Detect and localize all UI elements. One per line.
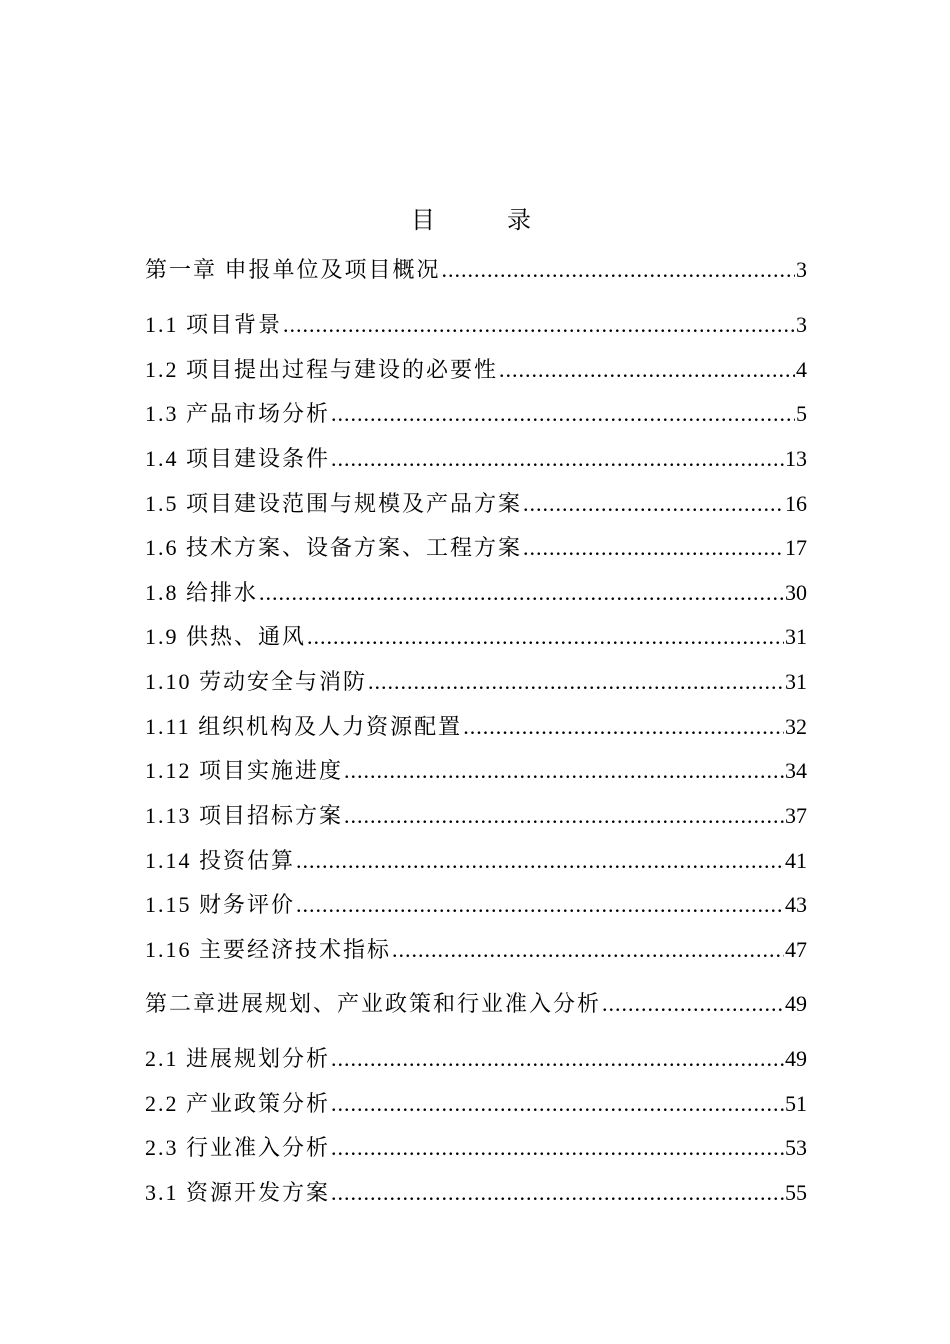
toc-dot-leader	[331, 1089, 784, 1119]
toc-entry[interactable]	[145, 578, 807, 608]
toc-page-number: 43	[785, 892, 807, 917]
toc-entry[interactable]	[145, 1178, 807, 1208]
toc-entry-label: 1.2 项目提出过程与建设的必要性	[145, 357, 499, 382]
toc-entry-label: 1.16 主要经济技术指标	[145, 937, 392, 962]
toc-entry-label: 1.15 财务评价	[145, 892, 296, 917]
toc-entry-label: 第一章 申报单位及项目概况	[145, 257, 441, 282]
toc-page-number: 31	[785, 624, 807, 649]
toc-entry[interactable]	[145, 667, 807, 697]
toc-entry-label: 1.10 劳动安全与消防	[145, 669, 368, 694]
toc-entry-label: 第二章进展规划、产业政策和行业准入分析	[145, 991, 602, 1016]
toc-page-number: 3	[796, 257, 807, 282]
toc-page-number: 37	[785, 803, 807, 828]
toc-dot-leader	[331, 1044, 784, 1074]
toc-dot-leader	[331, 1133, 784, 1163]
toc-page-number: 51	[785, 1091, 807, 1116]
toc-entry-label: 1.14 投资估算	[145, 848, 296, 873]
toc-entry[interactable]	[145, 622, 807, 652]
toc-entry-label: 1.9 供热、通风	[145, 624, 307, 649]
toc-entry[interactable]	[145, 355, 807, 385]
toc-entry-label: 1.1 项目背景	[145, 312, 283, 337]
toc-page-number: 5	[796, 401, 807, 426]
toc-page-number: 47	[785, 937, 807, 962]
toc-entry-label: 2.1 进展规划分析	[145, 1046, 331, 1071]
toc-entry[interactable]	[145, 1133, 807, 1163]
toc-dot-leader	[296, 890, 784, 920]
toc-page-number: 17	[785, 535, 807, 560]
toc-dot-leader	[442, 255, 795, 285]
toc-page-number: 49	[785, 991, 807, 1016]
toc-page-number: 49	[785, 1046, 807, 1071]
toc-entry[interactable]	[145, 1089, 807, 1119]
toc-entry[interactable]	[145, 1044, 807, 1074]
toc-page-number: 4	[796, 357, 807, 382]
toc-entry[interactable]	[145, 846, 807, 876]
toc-dot-leader	[296, 846, 784, 876]
toc-page-number: 31	[785, 669, 807, 694]
toc-entry-label: 2.3 行业准入分析	[145, 1135, 331, 1160]
toc-page-number: 13	[785, 446, 807, 471]
toc-page-number: 53	[785, 1135, 807, 1160]
toc-title: 目 录	[411, 208, 555, 234]
toc-dot-leader	[463, 712, 784, 742]
toc-entry[interactable]	[145, 489, 807, 519]
toc-page-number: 16	[785, 491, 807, 516]
toc-page-number: 55	[785, 1180, 807, 1205]
toc-entry-label: 3.1 资源开发方案	[145, 1180, 331, 1205]
toc-dot-leader	[392, 935, 784, 965]
toc-page-number: 3	[796, 312, 807, 337]
toc-dot-leader	[344, 756, 784, 786]
toc-entry[interactable]	[145, 255, 807, 285]
toc-dot-leader	[523, 489, 784, 519]
toc-entry[interactable]	[145, 756, 807, 786]
toc-dot-leader	[307, 622, 784, 652]
toc-entry-label: 2.2 产业政策分析	[145, 1091, 331, 1116]
toc-dot-leader	[523, 533, 784, 563]
toc-entry[interactable]	[145, 533, 807, 563]
toc-entry[interactable]	[145, 444, 807, 474]
toc-dot-leader	[602, 989, 784, 1019]
toc-page-number: 41	[785, 848, 807, 873]
toc-dot-leader	[331, 399, 795, 429]
toc-page-number: 34	[785, 758, 807, 783]
toc-entry[interactable]	[145, 399, 807, 429]
toc-entry-label: 1.12 项目实施进度	[145, 758, 344, 783]
toc-entry[interactable]	[145, 712, 807, 742]
toc-dot-leader	[368, 667, 784, 697]
toc-entry[interactable]	[145, 935, 807, 965]
toc-entry-label: 1.6 技术方案、设备方案、工程方案	[145, 535, 523, 560]
toc-entry[interactable]	[145, 890, 807, 920]
toc-entry-label: 1.8 给排水	[145, 580, 259, 605]
toc-entry[interactable]	[145, 310, 807, 340]
toc-dot-leader	[259, 578, 784, 608]
toc-entry-label: 1.11 组织机构及人力资源配置	[145, 714, 463, 739]
toc-dot-leader	[331, 1178, 784, 1208]
toc-dot-leader	[499, 355, 795, 385]
toc-dot-leader	[283, 310, 795, 340]
toc-entry-label: 1.5 项目建设范围与规模及产品方案	[145, 491, 523, 516]
toc-dot-leader	[331, 444, 784, 474]
toc-entry[interactable]	[145, 801, 807, 831]
toc-entry-label: 1.13 项目招标方案	[145, 803, 344, 828]
toc-entry-label: 1.4 项目建设条件	[145, 446, 331, 471]
toc-page-number: 32	[785, 714, 807, 739]
toc-entry[interactable]	[145, 989, 807, 1019]
toc-page-number: 30	[785, 580, 807, 605]
toc-dot-leader	[344, 801, 784, 831]
toc-entry-label: 1.3 产品市场分析	[145, 401, 331, 426]
